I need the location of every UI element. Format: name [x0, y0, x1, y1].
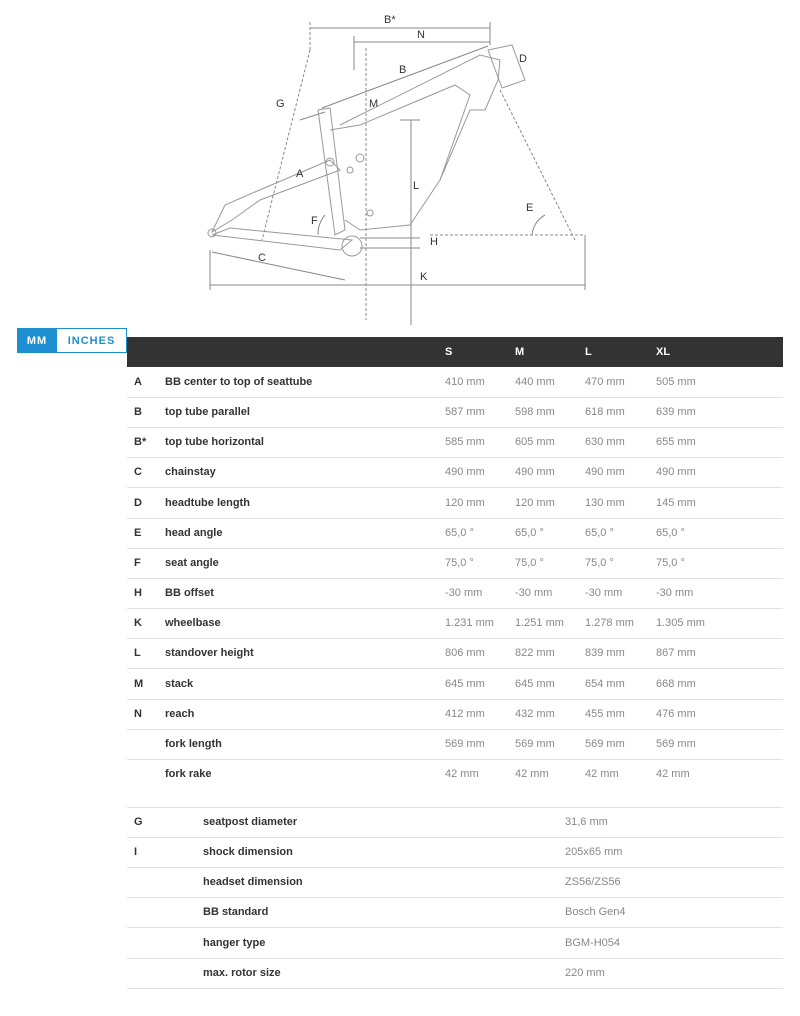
diagram-label: F — [311, 215, 318, 227]
row-value: 1.305 mm — [656, 617, 705, 630]
spec-row — [127, 837, 783, 868]
geometry-row — [127, 427, 783, 458]
spec-label: shock dimension — [203, 846, 293, 859]
row-key: D — [134, 496, 142, 509]
row-value: 65,0 ° — [445, 526, 474, 539]
diagram-label: C — [258, 252, 266, 264]
row-key: A — [134, 376, 142, 388]
size-header: XL — [656, 346, 671, 358]
spec-row — [127, 928, 783, 959]
spec-label: headset dimension — [203, 876, 303, 889]
unit-inches-button[interactable]: INCHES — [57, 328, 127, 353]
row-value: 130 mm — [585, 496, 625, 509]
row-value: 598 mm — [515, 406, 555, 419]
spec-label: BB standard — [203, 906, 269, 919]
diagram-label: H — [430, 236, 438, 248]
row-value: 75,0 ° — [445, 556, 474, 569]
spec-value: 220 mm — [565, 966, 605, 979]
row-label: headtube length — [165, 496, 250, 509]
row-value: 432 mm — [515, 707, 555, 720]
row-value: 839 mm — [585, 647, 625, 660]
row-key: B* — [134, 436, 147, 449]
row-value: 42 mm — [585, 767, 619, 780]
geometry-row — [127, 729, 783, 760]
row-key: M — [134, 677, 144, 690]
row-value: 440 mm — [515, 376, 555, 388]
spec-label: max. rotor size — [203, 966, 281, 979]
spec-label: seatpost diameter — [203, 816, 298, 828]
row-value: 585 mm — [445, 436, 485, 449]
row-value: 505 mm — [656, 376, 696, 388]
row-label: fork rake — [165, 767, 212, 780]
row-label: chainstay — [165, 466, 216, 479]
spec-key: G — [134, 816, 143, 828]
spec-key: I — [134, 846, 138, 859]
geometry-row — [127, 669, 783, 700]
row-label: top tube horizontal — [165, 436, 264, 449]
row-value: 410 mm — [445, 376, 485, 388]
row-value: 569 mm — [445, 737, 485, 750]
row-label: fork length — [165, 737, 222, 750]
size-header: M — [515, 346, 525, 358]
geometry-row — [127, 608, 783, 639]
row-value: 65,0 ° — [656, 526, 685, 539]
row-value: -30 mm — [656, 587, 694, 600]
geometry-row — [127, 367, 783, 398]
diagram-label: D — [519, 53, 527, 65]
row-value: 569 mm — [656, 737, 696, 750]
row-key: C — [134, 466, 142, 479]
row-value: 618 mm — [585, 406, 625, 419]
row-key: B — [134, 406, 142, 419]
spec-row — [127, 807, 783, 838]
row-label: standover height — [165, 647, 254, 660]
diagram-label: L — [413, 180, 420, 192]
row-value: 668 mm — [656, 677, 696, 690]
row-value: 645 mm — [445, 677, 485, 690]
row-value: 867 mm — [656, 647, 696, 660]
row-value: 822 mm — [515, 647, 555, 660]
row-value: 75,0 ° — [515, 556, 544, 569]
diagram-label: B* — [384, 14, 396, 26]
row-value: 490 mm — [585, 466, 625, 479]
diagram-label: A — [296, 168, 304, 180]
row-value: 65,0 ° — [585, 526, 614, 539]
diagram-label: B — [399, 64, 407, 76]
row-label: head angle — [165, 526, 223, 539]
row-key: N — [134, 707, 142, 720]
diagram-label: G — [276, 98, 285, 110]
row-value: 412 mm — [445, 707, 485, 720]
row-value: 42 mm — [445, 767, 479, 780]
row-value: 630 mm — [585, 436, 625, 449]
spec-value: Bosch Gen4 — [565, 906, 626, 919]
row-key: F — [134, 556, 141, 569]
geometry-row — [127, 759, 783, 789]
size-header: L — [585, 346, 592, 358]
row-label: top tube parallel — [165, 406, 250, 419]
row-label: seat angle — [165, 556, 219, 569]
row-key: H — [134, 587, 142, 600]
row-label: stack — [165, 677, 194, 690]
row-value: 645 mm — [515, 677, 555, 690]
row-value: 42 mm — [656, 767, 690, 780]
spec-label: hanger type — [203, 936, 266, 949]
spec-row — [127, 958, 783, 989]
frame-geometry-diagram — [0, 0, 800, 330]
geometry-table-header — [127, 337, 783, 367]
row-value: 1.251 mm — [515, 617, 564, 630]
geometry-row — [127, 488, 783, 519]
spec-value: 205x65 mm — [565, 846, 623, 859]
diagram-label: M — [369, 98, 379, 110]
row-value: 120 mm — [445, 496, 485, 509]
spec-value: ZS56/ZS56 — [565, 876, 621, 889]
row-value: 490 mm — [515, 466, 555, 479]
row-value: 1.231 mm — [445, 617, 494, 630]
row-value: 806 mm — [445, 647, 485, 660]
row-value: 587 mm — [445, 406, 485, 419]
row-value: 476 mm — [656, 707, 696, 720]
row-value: -30 mm — [585, 587, 623, 600]
geometry-row — [127, 548, 783, 579]
geometry-row — [127, 699, 783, 730]
unit-toggle — [17, 328, 127, 353]
row-label: wheelbase — [165, 617, 221, 630]
geometry-row — [127, 397, 783, 428]
row-value: 490 mm — [445, 466, 485, 479]
row-value: 75,0 ° — [585, 556, 614, 569]
geometry-row — [127, 638, 783, 669]
row-value: 145 mm — [656, 496, 696, 509]
row-value: 42 mm — [515, 767, 549, 780]
spec-row — [127, 867, 783, 898]
row-value: 455 mm — [585, 707, 625, 720]
row-key: E — [134, 526, 142, 539]
row-label: reach — [165, 707, 195, 720]
spec-row — [127, 897, 783, 928]
row-value: 490 mm — [656, 466, 696, 479]
row-value: 569 mm — [515, 737, 555, 750]
row-value: 655 mm — [656, 436, 696, 449]
geometry-row — [127, 578, 783, 609]
row-value: 1.278 mm — [585, 617, 634, 630]
unit-mm-button[interactable]: MM — [17, 328, 57, 353]
diagram-label: N — [417, 29, 425, 41]
row-value: 569 mm — [585, 737, 625, 750]
row-value: 605 mm — [515, 436, 555, 449]
diagram-label: E — [526, 202, 534, 214]
row-key: L — [134, 647, 141, 660]
row-value: -30 mm — [445, 587, 483, 600]
row-value: 65,0 ° — [515, 526, 544, 539]
geometry-row — [127, 518, 783, 549]
row-key: K — [134, 617, 142, 630]
row-value: 470 mm — [585, 376, 625, 388]
row-label: BB offset — [165, 587, 214, 600]
row-label: BB center to top of seattube — [165, 376, 313, 388]
spec-value: 31,6 mm — [565, 816, 608, 828]
diagram-label: K — [420, 271, 428, 283]
row-value: 75,0 ° — [656, 556, 685, 569]
size-header: S — [445, 346, 453, 358]
geometry-row — [127, 457, 783, 488]
row-value: 654 mm — [585, 677, 625, 690]
spec-value: BGM-H054 — [565, 936, 621, 949]
row-value: 639 mm — [656, 406, 696, 419]
row-value: -30 mm — [515, 587, 553, 600]
row-value: 120 mm — [515, 496, 555, 509]
